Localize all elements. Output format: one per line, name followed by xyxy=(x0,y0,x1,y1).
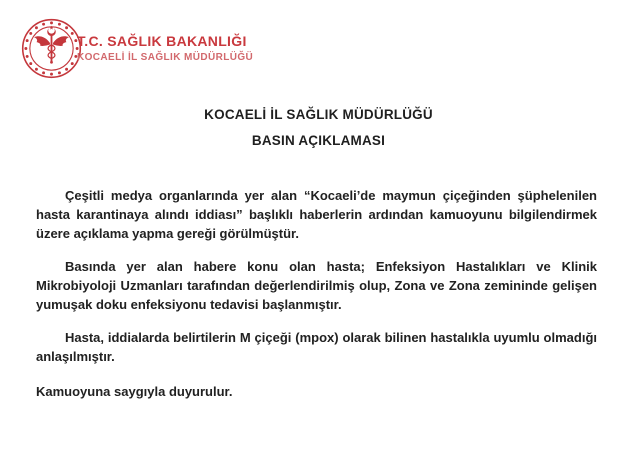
directorate-name: KOCAELİ İL SAĞLIK MÜDÜRLÜĞÜ xyxy=(77,52,254,63)
closing-line: Kamuoyuna saygıyla duyurulur. xyxy=(36,384,233,399)
paragraph-2: Basında yer alan habere konu olan hasta; Enfeksiyon Hastalıkları ve Klinik Mikrobiyoloji Uzmanları tarafından değerlendirilmiş olup, Zona ve Zona zemininde gelişen yumuşak doku enfeksiyonu tedavisi başlanmıştır. xyxy=(36,259,597,312)
document-body xyxy=(36,186,597,401)
paragraph-3: Hasta, iddialarda belirtilerin M çiçeği (mpox) olarak bilinen hastalıkla uyumlu olmadığı anlaşılmıştır. xyxy=(36,330,597,364)
caduceus-icon xyxy=(34,26,69,64)
ministry-of-health-emblem-icon xyxy=(21,18,82,79)
document-titles xyxy=(0,107,637,148)
paragraph-1: Çeşitli medya organlarında yer alan “Kocaeli’de maymun çiçeğinden şüphelenilen hasta karantinaya alındı iddiası” başlıklı haberlerin ardından kamuoyunu bilgilendirmek üzere açıklama yapma gereği görülmüştür. xyxy=(36,188,597,241)
letterhead-text xyxy=(77,33,253,63)
letterhead xyxy=(0,0,637,95)
document-title: KOCAELİ İL SAĞLIK MÜDÜRLÜĞÜ xyxy=(204,107,433,122)
ministry-name: T.C. SAĞLIK BAKANLIĞI xyxy=(77,33,247,49)
document-subtitle: BASIN AÇIKLAMASI xyxy=(251,133,386,148)
